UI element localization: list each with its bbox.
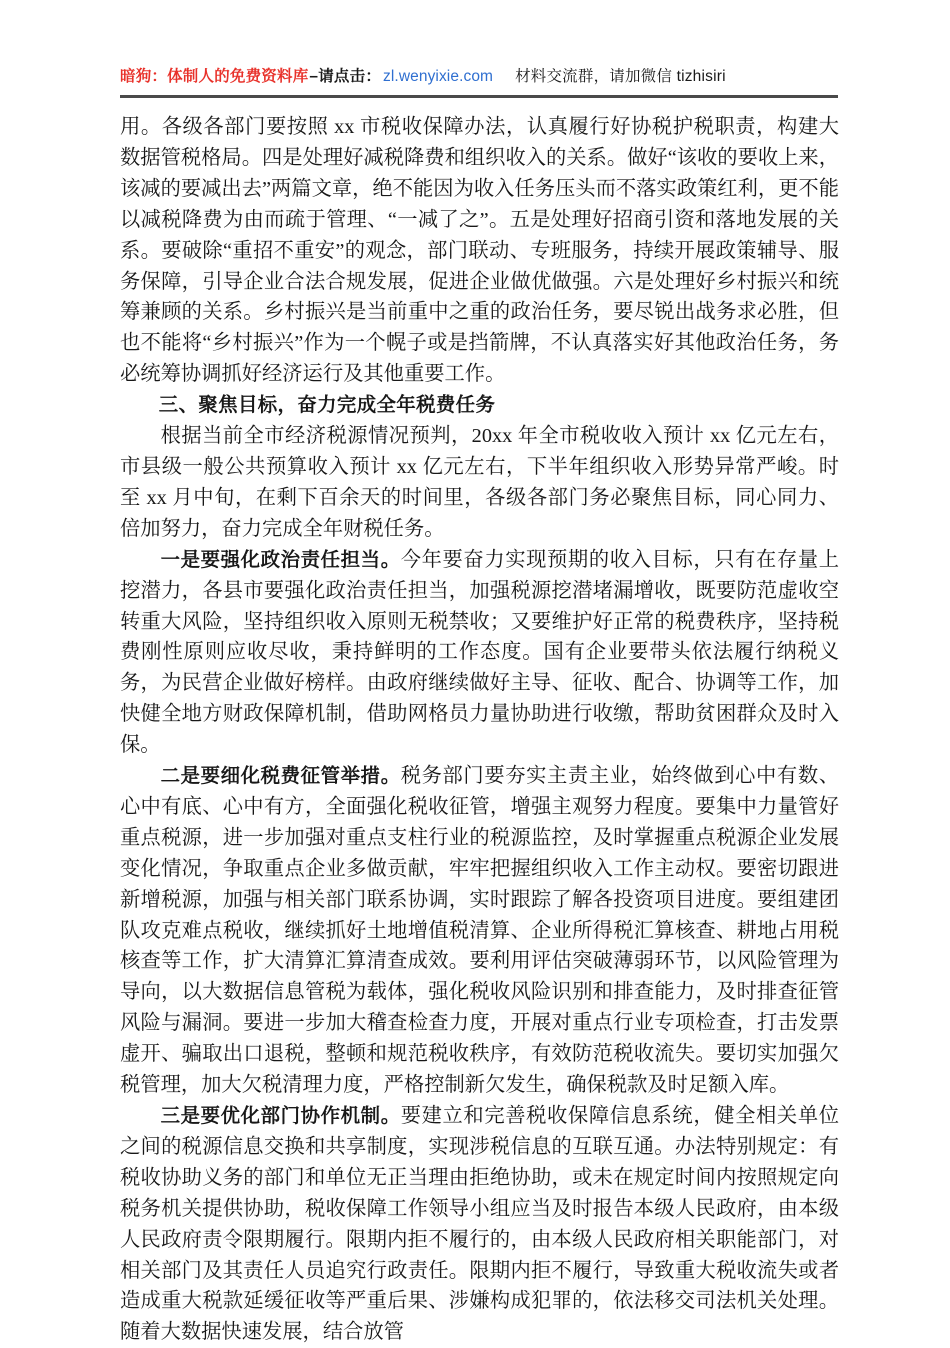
promo-banner bbox=[120, 62, 838, 92]
header-divider bbox=[120, 95, 838, 98]
paragraph-point-three bbox=[120, 1101, 839, 1348]
runin-body-one: 今年要奋力实现预期的收入目标，只有在存量上挖潜力，各县市要强化政治责任担当，加强税源挖潜堵漏增收，既要防范虚收空转重大风险，坚持组织收入原则无税禁收；又要维护好正常的税费秩序，坚持税费刚性原则应收尽收，秉持鲜明的工作态度。国有企业要带头依法履行纳税义务，为民营企业做好榜样。由政府继续做好主导、征收、配合、协调等工作，加快健全地方财政保障机制，借助网格员力量协助进行收缴，帮助贫困群众及时入保。 bbox=[120, 548, 839, 757]
section-heading-three: 三、聚焦目标，奋力完成全年税费任务 bbox=[158, 394, 496, 417]
runin-heading-one: 一是要强化政治责任担当。 bbox=[160, 548, 401, 571]
promo-click-label: –请点击： bbox=[309, 68, 382, 85]
runin-body-three: 要建立和完善税收保障信息系统，健全相关单位之间的税源信息交换和共享制度，实现涉税信息的互联互通。办法特别规定：有税收协助义务的部门和单位无正当理由拒绝协助，或未在规定时间内按照规定向税务机关提供协助，税收保障工作领导小组应当及时报告本级人民政府，由本级人民政府责令限期履行。限期内拒不履行的，由本级人民政府相关职能部门，对相关部门及其责任人员追究行政责任。限期内拒不履行，导致重大税收流失或者造成重大税款延缓征收等严重后果、涉嫌构成犯罪的，依法移交司法机关处理。随着大数据快速发展，结合放管 bbox=[120, 1105, 839, 1344]
runin-heading-two: 二是要细化税费征管举措。 bbox=[160, 765, 401, 788]
paragraph-point-two bbox=[120, 761, 839, 1101]
document-body bbox=[120, 112, 839, 1348]
runin-body-two: 税务部门要夯实主责主业，始终做到心中有数、心中有底、心中有方，全面强化税收征管，增强主观努力程度。要集中力量管好重点税源，进一步加强对重点支柱行业的税源监控，及时掌握重点税源企业发展变化情况，争取重点企业多做贡献，牢牢把握组织收入工作主动权。要密切跟进新增税源，加强与相关部门联系协调，实时跟踪了解各投资项目进度。要组建团队攻克难点税收，继续抓好土地增值税清算、企业所得税汇算核查、耕地占用税核查等工作，扩大清算汇算清查成效。要利用评估突破薄弱环节，以风险管理为导向，以大数据信息管税为载体，强化税收风险识别和排查能力，及时排查征管风险与漏洞。要进一步加大稽查检查力度，开展对重点行业专项检查，打击发票虚开、骗取出口退税，整顿和规范税收秩序，有效防范税收流失。要切实加强欠税管理，加大欠税清理力度，严格控制新欠发生，确保税款及时足额入库。 bbox=[120, 765, 839, 1097]
paragraph-point-one bbox=[120, 545, 839, 761]
promo-brand-text: 暗狗：体制人的免费资料库 bbox=[120, 68, 309, 85]
runin-heading-three: 三是要优化部门协作机制。 bbox=[160, 1105, 401, 1127]
paragraph-continued: 用。各级各部门要按照 xx 市税收保障办法，认真履行好协税护税职责，构建大数据管税格局。四是处理好减税降费和组织收入的关系。做好“该收的要收上来，该减的要减出去”两篇文章，绝不能因为收入任务压头而不落实政策红利，更不能以减税降费为由而疏于管理、“一减了之”。五是处理好招商引资和落地发展的关系。要破除“重招不重安”的观念，部门联动、专班服务，持续开展政策辅导、服务保障，引导企业合法合规发展，促进企业做优做强。六是处理好乡村振兴和统筹兼顾的关系。乡村振兴是当前重中之重的政治任务，要尽锐出战务求必胜，但也不能将“乡村振兴”作为一个幌子或是挡箭牌，不认真落实好其他政治任务，务必统筹协调抓好经济运行及其他重要工作。 bbox=[120, 116, 839, 386]
promo-wechat-text: 材料交流群，请加微信 tizhisiri bbox=[515, 68, 726, 85]
promo-link[interactable]: zl.wenyixie.com bbox=[383, 68, 494, 85]
paragraph-revenue-forecast: 根据当前全市经济税源情况预判，20xx 年全市税收收入预计 xx 亿元左右，市县级一般公共预算收入预计 xx 亿元左右，下半年组织收入形势异常严峻。时至 xx 月中旬，在剩下百余天的时间里，各级各部门务必聚焦目标，同心同力、倍加努力，奋力完成全年财税任务。 bbox=[120, 425, 839, 540]
